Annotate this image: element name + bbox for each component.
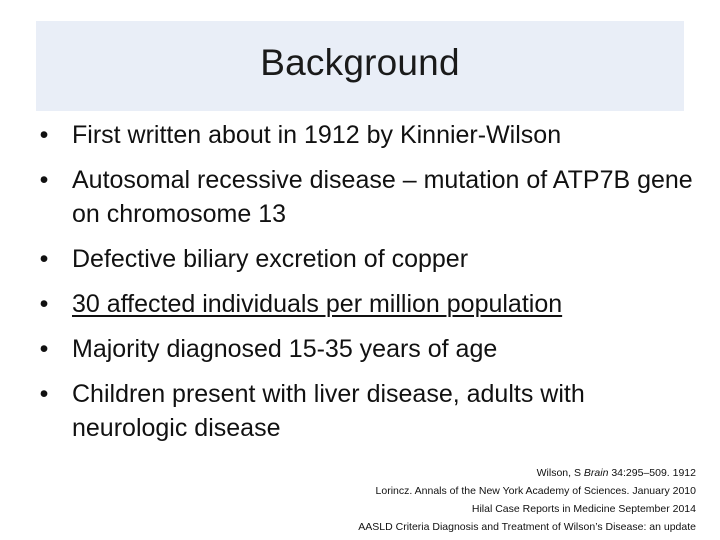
reference-aasld: AASLD Criteria Diagnosis and Treatment of Wilson’s Disease: an update — [358, 521, 696, 533]
bullet-dot-icon: • — [39, 290, 49, 318]
reference-journal: Brain — [583, 467, 609, 479]
bullet-text: Majority diagnosed 15-35 years of age — [72, 335, 498, 363]
bullet-text: Autosomal recessive disease – mutation of ATP7B gene on chromosome 13 — [72, 166, 693, 228]
reference-author: Wilson, S — [536, 467, 584, 479]
bullet-text: Defective biliary excretion of copper — [72, 245, 469, 273]
bullet-dot-icon: • — [39, 245, 49, 273]
bullet-text: First written about in 1912 by Kinnier-Wilson — [72, 121, 562, 149]
bullet-dot-icon: • — [39, 166, 49, 194]
bullet-item — [34, 332, 694, 366]
bullet-dot-icon: • — [39, 121, 49, 149]
bullet-dot-icon: • — [39, 380, 49, 408]
reference-lorincz: Lorincz. Annals of the New York Academy of Sciences. January 2010 — [375, 485, 696, 497]
references — [358, 464, 696, 536]
bullet-item — [34, 118, 694, 152]
bullet-text: Children present with liver disease, adults with neurologic disease — [72, 380, 585, 442]
bullet-item — [34, 163, 694, 231]
reference-wilson — [358, 464, 696, 482]
slide-title: Background — [260, 42, 460, 83]
bullet-dot-icon: • — [39, 335, 49, 363]
bullet-item — [34, 377, 694, 445]
bullet-text: 30 affected individuals per million population — [72, 290, 563, 318]
reference-hilal: Hilal Case Reports in Medicine September 2014 — [471, 503, 696, 515]
bullet-item — [34, 242, 694, 276]
title-banner — [36, 21, 684, 111]
bullet-list — [34, 118, 694, 456]
bullet-item — [34, 287, 694, 321]
reference-citation: 34:295–509. 1912 — [608, 467, 696, 479]
